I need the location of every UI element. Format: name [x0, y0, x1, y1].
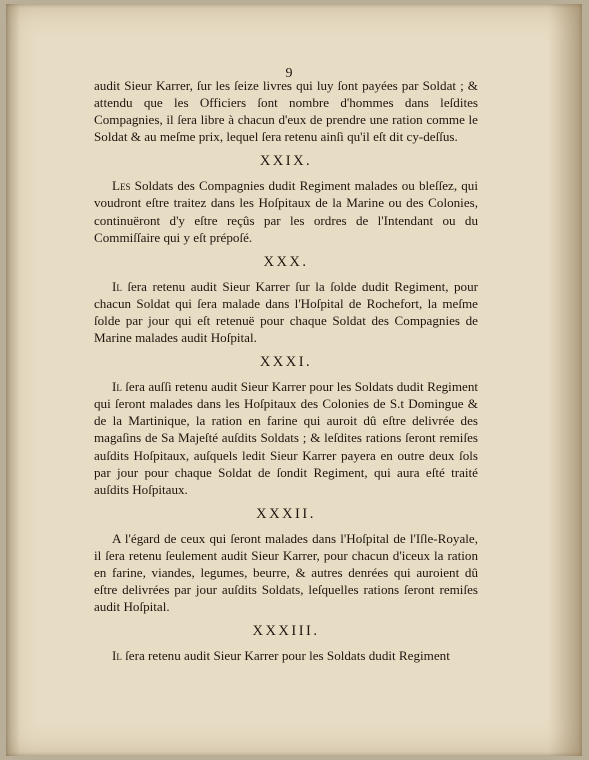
page-number: 9	[285, 66, 293, 81]
page-edge-shadow-left	[6, 4, 20, 756]
document-page	[6, 4, 582, 756]
page-edge-shadow-right	[548, 4, 582, 756]
article-heading: XXXII.	[256, 505, 316, 522]
paragraph	[94, 177, 478, 245]
article-heading: XXXI.	[259, 354, 313, 371]
article-heading: XXXIII.	[252, 623, 320, 640]
paragraph	[94, 647, 478, 664]
paragraph	[94, 77, 478, 145]
paragraph-text: ſera retenu audit Sieur Karrer ſur la ſolde dudit Regiment, pour chacun Soldat qui ſera malade dans l'Hoſpital de Rochefort, la meſme ſolde par jour qui eſt retenuë pour chaque Soldat des Compagnies de Marine malades audit Hoſpital.	[94, 278, 478, 346]
article-heading: XXIX.	[259, 153, 313, 170]
paragraph-text: audit Sieur Karrer, ſur les ſeize livres qui luy ſont payées par Soldat ; & attendu que les Officiers ſont nombre d'hommes dans leſdites Compagnies, il ſera libre à chacun d'eux de prendre une ration comme le Soldat & au meſme prix, lequel ſera retenu ainſi qu'il eſt dit cy-deſſus.	[94, 78, 478, 145]
paragraph-lead-word: Il	[112, 278, 122, 294]
paragraph-text: ſera auſſi retenu audit Sieur Karrer pour les Soldats dudit Regiment qui ſeront malades dans les Hoſpitaux des Colonies de S.t Domingue & de la Martinique, la ration en farine qui auroit dû eſtre delivrée des magaſins de Sa Majeſté auſdits Soldats ; & leſdites rations ſeront remiſes auſdits Hoſpitaux, auſquels ledit Sieur Karrer payera en outre deux ſols par jour pour chaque Soldat de ſondit Regiment, qui aura eſté traité auſdits Hoſpitaux.	[94, 379, 478, 497]
paragraph-text: A l'égard de ceux qui ſeront malades dans l'Hoſpital de l'Iſle-Royale, il ſera retenu ſeulement audit Sieur Karrer, pour chacun d'iceux la ration en farine, viandes, legumes, beurre, & autres denrées qui auroient dû eſtre delivrées par jour auſdits Soldats, leſquelles rations ſeront remiſes audit Hoſpital.	[94, 530, 478, 615]
article-heading: XXX.	[263, 253, 309, 270]
paragraph	[94, 278, 478, 346]
paragraph-text: ſera retenu audit Sieur Karrer pour les Soldats dudit Regiment	[121, 648, 450, 664]
paragraph	[94, 378, 478, 498]
body-text	[94, 77, 478, 664]
paragraph	[94, 530, 478, 615]
paragraph-lead-word: Il	[112, 648, 122, 664]
paragraph-text: Soldats des Compagnies dudit Regiment malades ou bleſſez, qui voudront eſtre traitez dans les Hoſpitaux de la Marine ou des Colonies, continuëront d'y eſtre reçûs par les ordres de l'Intendant ou du Commiſſaire qui y eſt prépoſé.	[94, 178, 478, 245]
paragraph-lead-word: Les	[112, 178, 131, 194]
paragraph-lead-word: Il	[112, 379, 122, 395]
text-column	[94, 67, 478, 664]
